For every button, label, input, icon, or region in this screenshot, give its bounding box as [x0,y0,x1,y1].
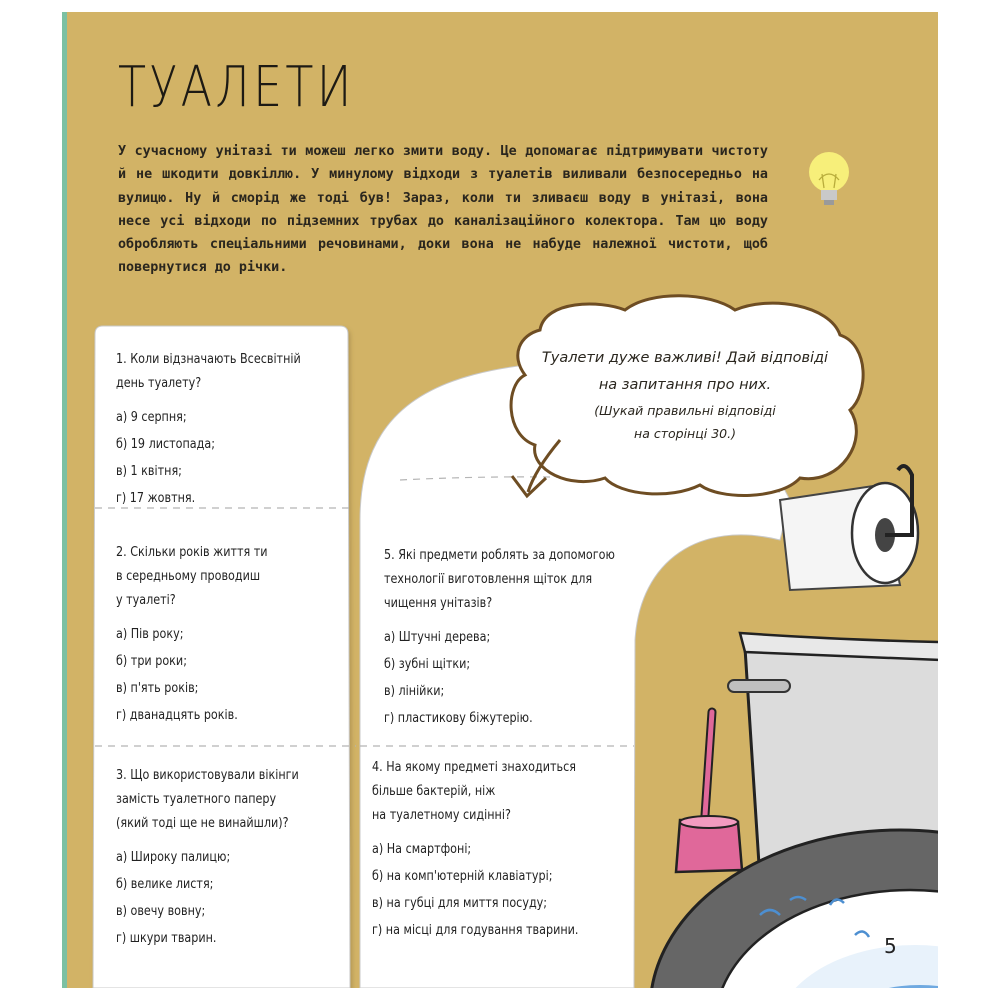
question-line: день туалету? [116,376,202,391]
answer-option: в) лінійки; [384,684,445,699]
answer-option: г) пластикову біжутерію. [384,711,533,726]
question-line: 2. Скільки років життя ти [116,545,268,560]
question-line: 5. Які предмети роблять за допомогою [384,548,615,563]
question-line: технології виготовлення щіток для [384,572,593,587]
bubble-note-line: на сторінці 30.) [634,426,736,441]
question-line: (який тоді ще не винайшли)? [116,816,289,831]
question-text [116,541,340,613]
question-text [116,348,340,396]
bubble-line: на запитання про них. [598,377,772,393]
toilet-brush [676,712,742,872]
question-text [384,544,625,616]
bubble-text [535,345,835,399]
answer-option: г) дванадцять років. [116,708,238,723]
toilet-paper-roll [780,466,918,590]
answer-option: г) на місці для годування тварини. [372,923,579,938]
answer-option: в) 1 квітня; [116,464,182,479]
answer-option: в) на губці для миття посуду; [372,896,548,911]
question-line: чищення унітазів? [384,596,493,611]
lightbulb-icon [809,152,849,205]
question-4 [372,756,630,944]
bubble-note [580,399,790,445]
answer-option: а) Пів року; [116,627,184,642]
question-text [116,764,340,836]
question-line: 3. Що використовували вікінги [116,768,299,783]
page-number: 5 [884,934,897,958]
question-2 [116,541,340,729]
question-line: 1. Коли відзначають Всесвітній [116,352,301,367]
question-line: у туалеті? [116,593,176,608]
answer-option: а) Широку палицю; [116,850,231,865]
answer-option: а) 9 серпня; [116,410,187,425]
answer-option: б) велике листя; [116,877,214,892]
page-title: ТУАЛЕТИ [118,55,355,120]
answer-option: б) 19 листопада; [116,437,216,452]
question-1 [116,348,340,512]
answer-option: г) шкури тварин. [116,931,217,946]
question-line: в середньому проводиш [116,569,261,584]
answer-option: в) п'ять років; [116,681,199,696]
answer-option: б) три роки; [116,654,187,669]
answer-option: в) овечу вовну; [116,904,206,919]
bubble-line: Туалети дуже важливі! Дай відповіді [541,350,829,366]
intro-paragraph: У сучасному унітазі ти можеш легко змити воду. Це допомагає підтримувати чистоту й не шкодити довкіллю. У минулому відходи з туалетів виливали безпосередньо на вулицю. Ну й сморід же тоді був! Зараз, коли ти зливаєш воду в унітазі, вона несе усі відходи по підземних трубах до каналізаційного колектора. Там цю воду обробляють спеціальними речовинами, доки вона не набуде належної чистоти, щоб повернутися до річки. [118,144,768,276]
question-3 [116,764,340,952]
answer-option: б) на комп'ютерній клавіатурі; [372,869,553,884]
question-line: більше бактерій, ніж [372,784,496,799]
question-line: 4. На якому предметі знаходиться [372,760,576,775]
answer-option: а) На смартфоні; [372,842,472,857]
question-line: на туалетному сидінні? [372,808,511,823]
bubble-note-line: (Шукай правильні відповіді [594,403,776,418]
question-5 [384,544,625,732]
question-line: замість туалетного паперу [116,792,277,807]
question-text [372,756,630,828]
answer-option: г) 17 жовтня. [116,491,196,506]
answer-option: а) Штучні дерева; [384,630,491,645]
answer-option: б) зубні щітки; [384,657,471,672]
